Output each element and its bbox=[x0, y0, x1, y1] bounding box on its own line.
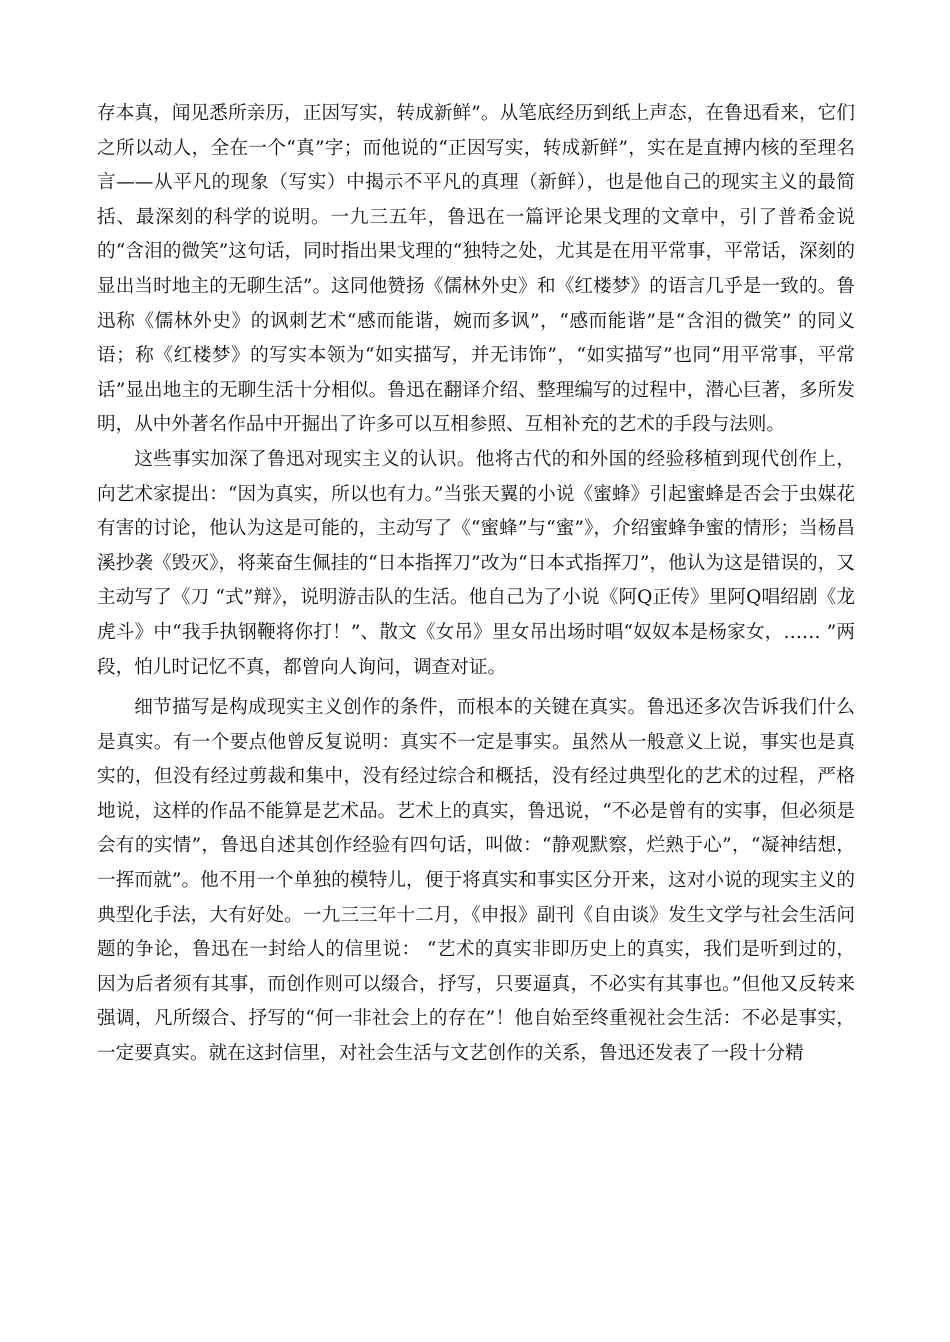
paragraph-truth-vs-fact: 细节描写是构成现实主义创作的条件，而根本的关键在真实。鲁迅还多次告诉我们什么是真实。有一个要点他曾反复说明：真实不一定是事实。虽然从一般意义上说，事实也是真实的，但没有经过剪裁和集中，没有经过综合和概括，没有经过典型化的艺术的过程，严格地说，这样的作品不能算是艺术品。艺术上的真实，鲁迅说，“不必是曾有的实事，但必须是会有的实情”，鲁迅自述其创作经验有四句话，叫做：“静观默察，烂熟于心”，“凝神结想， 一挥而就”。他不用一个单独的模特儿，便于将真实和事实区分开来，这对小说的现实主义的典型化手法，大有好处。一九三三年十二月，《申报》副刊《自由谈》发生文学与社会生活问题的争论，鲁迅在一封给人的信里说： “艺术的真实非即历史上的真实，我们是听到过的，因为后者须有其事，而创作则可以缀合，抒写，只要逼真，不必实有其事也。”但他又反转来强调，凡所缀合、抒写的“何一非社会上的存在”！他自始至终重视社会生活：不必是事实，一定要真实。就在这封信里，对社会生活与文艺创作的关系，鲁迅还发表了一段十分精 bbox=[97, 697, 855, 1065]
paragraph-reality-awareness: 这些事实加深了鲁迅对现实主义的认识。他将古代的和外国的经验移植到现代创作上，向艺术家提出：“因为真实，所以也有力。”当张天翼的小说《蜜蜂》引起蜜蜂是否会于虫媒花有害的讨论，他认为这是可能的，主动写了《“蜜蜂”与“蜜”》，介绍蜜蜂争蜜的情形；当杨昌溪抄袭《毁灭》，将莱奋生佩挂的“日本指挥刀”改为“日本式指挥刀”，他认为这是错误的，又主动写了《刀 “式”辩》，说明游击队的生活。他自己为了小说《阿Q正传》里阿Q唱绍剧《龙虎斗》中“我手执钢鞭将你打！”、散文《女吊》里女吊出场时唱“奴奴本是杨家女，…… ”两段，怕儿时记忆不真，都曾向人询问，调查对证。 bbox=[97, 448, 855, 678]
body-text bbox=[97, 97, 855, 1072]
paragraph-continued: 存本真，闻见悉所亲历，正因写实，转成新鲜”。从笔底经历到纸上声态，在鲁迅看来，它们之所以动人，全在一个“真”字；而他说的“正因写实，转成新鲜”，实在是直搏内核的至理名言——从平凡的现象（写实）中揭示不平凡的真理（新鲜），也是他自己的现实主义的最简括、最深刻的科学的说明。一九三五年，鲁迅在一篇评论果戈理的文章中，引了普希金说的“含泪的微笑”这句话，同时指出果戈理的“独特之处，尤其是在用平常事，平常话，深刻的显出当时地主的无聊生活”。这同他赞扬《儒林外史》和《红楼梦》的语言几乎是一致的。鲁迅称《儒林外史》的讽刺艺术“感而能谐，婉而多讽”，“感而能谐”是“含泪的微笑” 的同义语；称《红楼梦》的写实本领为“如实描写，并无讳饰”，“如实描写”也同“用平常事，平常话”显出地主的无聊生活十分相似。鲁迅在翻译介绍、整理编写的过程中，潜心巨著，多所发明，从中外著名作品中开掘出了许多可以互相参照、互相补充的艺术的手段与法则。 bbox=[97, 103, 855, 436]
